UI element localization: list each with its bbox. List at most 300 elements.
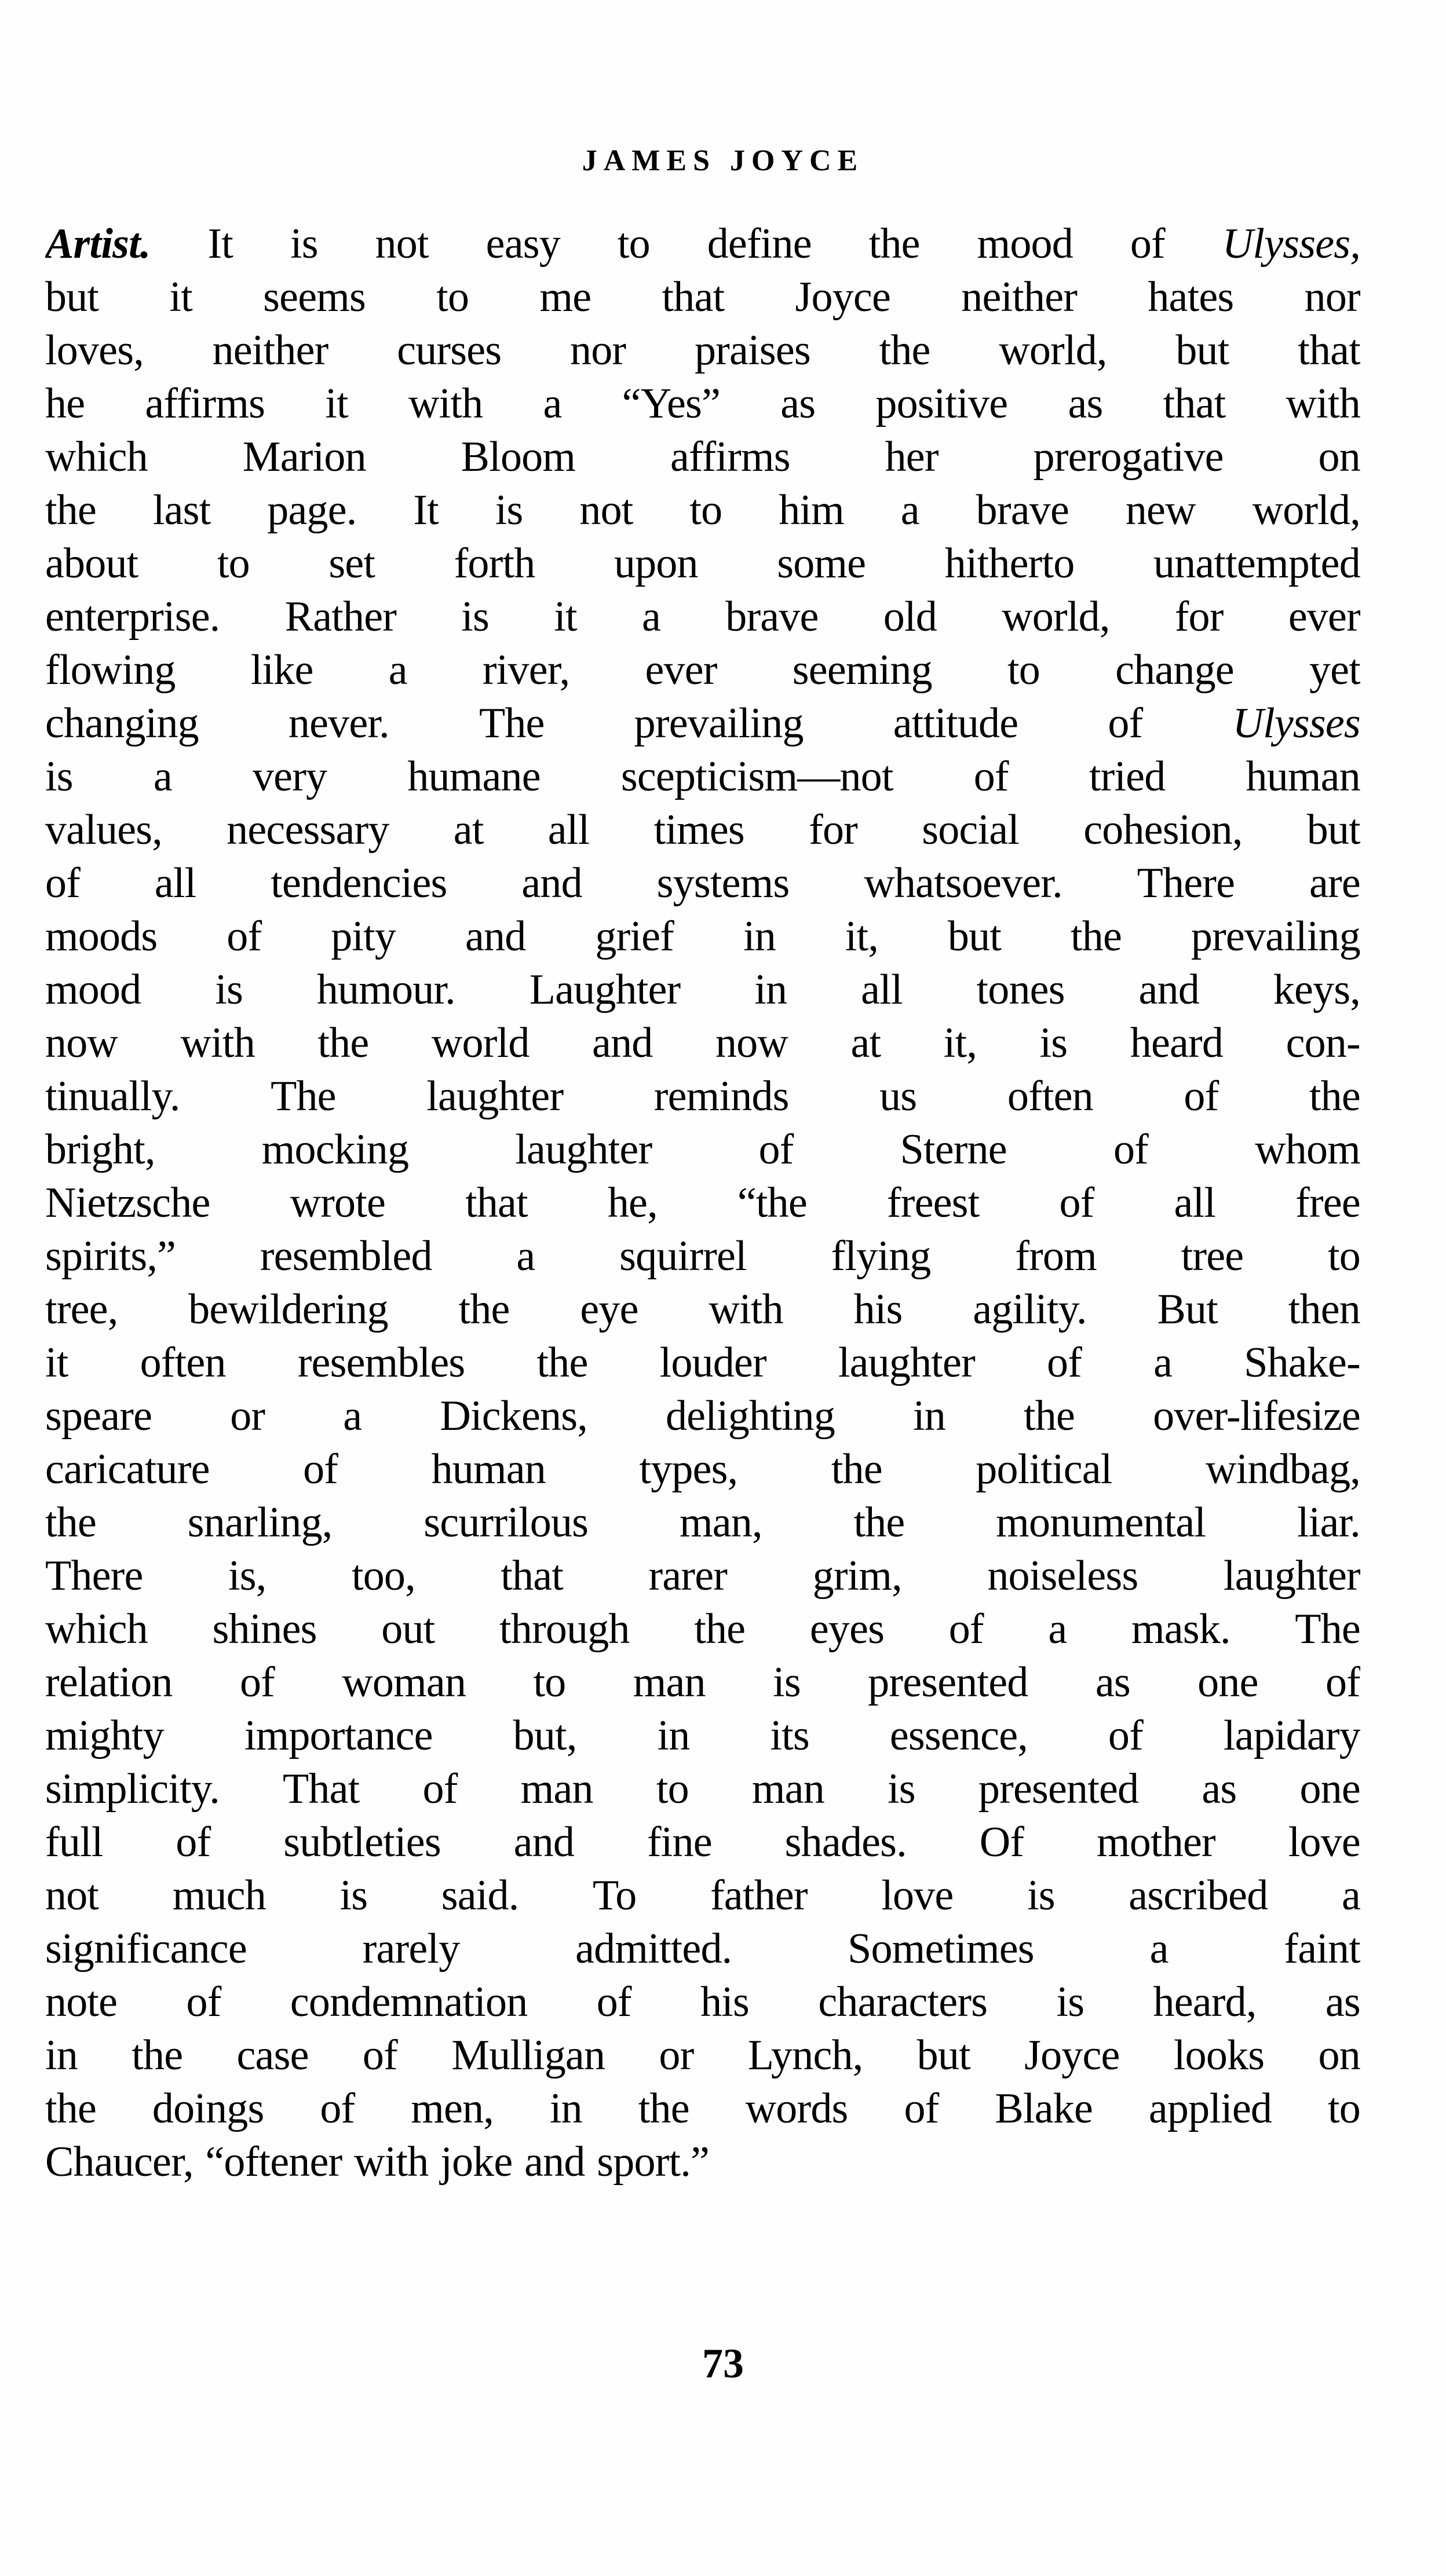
word: humour. (316, 966, 455, 1013)
word: to (1328, 2085, 1360, 2132)
word: liar. (1297, 1499, 1360, 1546)
word: reminds (653, 1073, 789, 1120)
word: attitude (893, 700, 1018, 747)
word: whatsoever. (864, 859, 1062, 907)
text-line (45, 1869, 1360, 1922)
text-line (45, 1176, 1360, 1230)
word: world (431, 1019, 530, 1067)
word: of (1108, 700, 1143, 747)
word: and (521, 859, 582, 907)
text-line (45, 1389, 1360, 1443)
word: the (45, 486, 97, 534)
word: it (325, 380, 348, 427)
running-head: JAMES JOYCE (582, 144, 864, 177)
word: eyes (809, 1605, 885, 1653)
word: its (770, 1712, 809, 1759)
text-line (45, 1336, 1360, 1389)
page-number: 73 (702, 2340, 744, 2387)
word: sport.” (597, 2138, 710, 2186)
text-line (45, 1656, 1360, 1709)
word: spirits,” (45, 1232, 176, 1280)
word: words (745, 2085, 848, 2132)
text-line (45, 1762, 1360, 1816)
word: political (976, 1446, 1112, 1493)
word: tree (1181, 1232, 1244, 1280)
body-paragraph (45, 217, 1360, 2189)
word: with (180, 1019, 255, 1067)
word: enterprise. (45, 593, 220, 641)
word: out (381, 1605, 435, 1653)
text-line (45, 590, 1360, 643)
word: as (1202, 1765, 1237, 1813)
word: often (1007, 1073, 1093, 1120)
word: man (751, 1765, 824, 1813)
word: Rather (284, 593, 397, 641)
word: affirms (145, 380, 265, 427)
word: joke (440, 2138, 513, 2186)
word: but (45, 273, 99, 321)
word: Ulysses (1232, 700, 1360, 747)
word: That (283, 1765, 360, 1813)
word: in (913, 1392, 946, 1440)
word: but (916, 2032, 970, 2079)
word: characters (818, 1978, 988, 2026)
word: of (758, 1126, 794, 1173)
word: Joyce (795, 273, 891, 321)
word: Sometimes (848, 1925, 1034, 1973)
word: the (1070, 913, 1122, 960)
word: freest (886, 1179, 980, 1227)
word: admitted. (575, 1925, 732, 1973)
word: that (1298, 327, 1360, 374)
word: rarer (648, 1552, 728, 1600)
word: man (520, 1765, 593, 1813)
word: new (1125, 486, 1196, 534)
word: with (1286, 380, 1360, 427)
word: seeming (792, 646, 932, 694)
word: to (436, 273, 469, 321)
word: and (524, 2138, 585, 2186)
word: me (539, 273, 591, 321)
word: of (227, 913, 262, 960)
word: is (461, 593, 490, 641)
word: a (1048, 1605, 1067, 1653)
word: tinually. (45, 1073, 180, 1120)
word: rarely (362, 1925, 460, 1973)
word: human (1246, 753, 1360, 800)
word: the (458, 1286, 510, 1333)
word: flowing (45, 646, 176, 694)
word: tendencies (271, 859, 447, 907)
word: the (1024, 1392, 1075, 1440)
word: is (888, 1765, 915, 1813)
word: To (592, 1872, 637, 1919)
word: to (533, 1659, 566, 1706)
word: unattempted (1153, 540, 1360, 587)
word: The (479, 700, 545, 747)
word: to (617, 220, 650, 268)
word: noiseless (987, 1552, 1138, 1600)
text-line (45, 1230, 1360, 1283)
word: hitherto (944, 540, 1075, 587)
word: as (1325, 1978, 1360, 2026)
word: delighting (665, 1392, 835, 1440)
word: of (362, 2032, 397, 2079)
word: Nietzsche (45, 1179, 210, 1227)
word: like (250, 646, 313, 694)
text-line (45, 1709, 1360, 1762)
word: the (317, 1019, 369, 1067)
word: the (132, 2032, 183, 2079)
word: brave (976, 486, 1069, 534)
word: father (710, 1872, 808, 1919)
word: man (633, 1659, 706, 1706)
word: or (659, 2032, 694, 2079)
word: laughter (838, 1339, 975, 1386)
text-line (45, 1975, 1360, 2029)
word: case (236, 2032, 309, 2079)
word: often (140, 1339, 226, 1386)
word: squirrel (619, 1232, 747, 1280)
word: looks (1173, 2032, 1265, 2079)
word: heard (1130, 1019, 1224, 1067)
text-line (45, 1922, 1360, 1975)
word: neither (212, 327, 328, 374)
word: values, (45, 806, 162, 854)
word: praises (694, 327, 810, 374)
word: prevailing (634, 700, 804, 747)
word: mother (1097, 1818, 1215, 1866)
word: but (1306, 806, 1360, 854)
text-line (45, 857, 1360, 910)
word: to (1007, 646, 1040, 694)
word: or (230, 1392, 265, 1440)
word: said. (441, 1872, 519, 1919)
word: prevailing (1191, 913, 1360, 960)
word: tree, (45, 1286, 118, 1333)
word: last (152, 486, 211, 534)
word: very (252, 753, 327, 800)
word: it, (845, 913, 879, 960)
word: in (549, 2085, 582, 2132)
word: systems (656, 859, 790, 907)
word: one (1299, 1765, 1360, 1813)
word: to (217, 540, 250, 587)
word: is, (228, 1552, 266, 1600)
word: Lynch, (747, 2032, 863, 2079)
word: Sterne (900, 1126, 1007, 1173)
word: through (499, 1605, 630, 1653)
word: some (777, 540, 866, 587)
word: Artist. (45, 220, 151, 268)
word: not (375, 220, 429, 268)
word: the (853, 1499, 905, 1546)
word: of (1047, 1339, 1082, 1386)
word: of (239, 1659, 275, 1706)
word: a (516, 1232, 535, 1280)
word: affirms (670, 433, 790, 481)
word: woman (342, 1659, 466, 1706)
word: then (1288, 1286, 1360, 1333)
word: the (1309, 1073, 1360, 1120)
word: of (1325, 1659, 1360, 1706)
word: ever (645, 646, 717, 694)
word: world, (1252, 486, 1360, 534)
word: shines (212, 1605, 317, 1653)
text-line (45, 324, 1360, 377)
word: a (1341, 1872, 1360, 1919)
word: for (1174, 593, 1224, 641)
text-line (45, 2135, 1360, 2189)
word: but (947, 913, 1002, 960)
word: us (879, 1073, 917, 1120)
word: the (45, 2085, 97, 2132)
text-line (45, 1070, 1360, 1123)
word: him (779, 486, 844, 534)
word: flying (831, 1232, 931, 1280)
word: doings (152, 2085, 264, 2132)
text-line (45, 1283, 1360, 1336)
word: free (1295, 1179, 1360, 1227)
word: love (881, 1872, 954, 1919)
word: agility. (973, 1286, 1087, 1333)
word: of (303, 1446, 338, 1493)
word: which (45, 1605, 148, 1653)
word: is (1027, 1872, 1055, 1919)
word: Bloom (461, 433, 576, 481)
word: of (176, 1818, 211, 1866)
word: It (413, 486, 439, 534)
text-line (45, 377, 1360, 430)
word: scurrilous (423, 1499, 589, 1546)
word: a (543, 380, 562, 427)
word: is (1056, 1978, 1084, 2026)
word: mocking (261, 1126, 409, 1173)
word: grief (595, 913, 674, 960)
word: now (45, 1019, 118, 1067)
word: he (45, 380, 85, 427)
word: is (773, 1659, 801, 1706)
word: nor (1304, 273, 1360, 321)
word: of (904, 2085, 939, 2132)
word: of (948, 1605, 984, 1653)
word: as (1068, 380, 1103, 427)
word: presented (868, 1659, 1028, 1706)
word: and (513, 1818, 575, 1866)
text-line (45, 430, 1360, 484)
word: and (1138, 966, 1199, 1013)
word: of (422, 1765, 458, 1813)
word: lapidary (1223, 1712, 1360, 1759)
word: of (1108, 1712, 1143, 1759)
word: speare (45, 1392, 152, 1440)
word: with (354, 2138, 429, 2186)
word: not (579, 486, 633, 534)
text-line (45, 1602, 1360, 1656)
word: scepticism—not (620, 753, 893, 800)
word: the (536, 1339, 588, 1386)
word: of (186, 1978, 221, 2026)
word: brave (725, 593, 819, 641)
word: is (215, 966, 243, 1013)
word: cohesion, (1083, 806, 1243, 854)
word: it (45, 1339, 68, 1386)
text-line (45, 1549, 1360, 1602)
word: is (1039, 1019, 1068, 1067)
word: with (408, 380, 483, 427)
word: world, (1002, 593, 1110, 641)
word: he, (607, 1179, 658, 1227)
word: his (853, 1286, 903, 1333)
word: as (780, 380, 816, 427)
word: simplicity. (45, 1765, 220, 1813)
word: with (709, 1286, 783, 1333)
word: changing (45, 700, 199, 747)
text-line (45, 750, 1360, 803)
word: full (45, 1818, 103, 1866)
word: But (1157, 1286, 1218, 1333)
word: curses (397, 327, 502, 374)
word: importance (244, 1712, 433, 1759)
word: bewildering (188, 1286, 388, 1333)
word: It (207, 220, 233, 268)
word: all (1174, 1179, 1216, 1227)
word: neither (961, 273, 1078, 321)
word: all (547, 806, 590, 854)
word: types, (639, 1446, 738, 1493)
word: old (883, 593, 937, 641)
word: Blake (995, 2085, 1093, 2132)
word: mask. (1131, 1605, 1230, 1653)
word: which (45, 433, 148, 481)
word: mighty (45, 1712, 164, 1759)
word: resembled (260, 1232, 432, 1280)
word: at (453, 806, 484, 854)
text-line (45, 803, 1360, 857)
word: over-lifesize (1153, 1392, 1360, 1440)
word: significance (45, 1925, 247, 1973)
word: in (743, 913, 776, 960)
word: all (861, 966, 903, 1013)
word: river, (482, 646, 570, 694)
word: wrote (290, 1179, 386, 1227)
text-line (45, 963, 1360, 1016)
word: faint (1284, 1925, 1360, 1973)
word: pity (331, 913, 396, 960)
text-line (45, 1123, 1360, 1176)
word: essence, (889, 1712, 1028, 1759)
word: the (638, 2085, 689, 2132)
word: now (715, 1019, 788, 1067)
word: easy (485, 220, 560, 268)
word: of (320, 2085, 355, 2132)
word: a (153, 753, 172, 800)
word: a (900, 486, 919, 534)
word: monumental (996, 1499, 1206, 1546)
word: The (1295, 1605, 1360, 1653)
text-line (45, 1816, 1360, 1869)
word: louder (659, 1339, 766, 1386)
word: social (922, 806, 1020, 854)
word: of (1059, 1179, 1094, 1227)
word: it (169, 273, 192, 321)
word: of (596, 1978, 631, 2026)
word: of (973, 753, 1009, 800)
word: bright, (45, 1126, 155, 1173)
word: ascribed (1129, 1872, 1268, 1919)
word: Ulysses, (1222, 220, 1360, 268)
word: laughter (426, 1073, 564, 1120)
word: for (809, 806, 857, 854)
word: grim, (812, 1552, 902, 1600)
word: ever (1288, 593, 1360, 641)
word: to (1328, 1232, 1360, 1280)
word: times (653, 806, 744, 854)
word: too, (351, 1552, 415, 1600)
word: hates (1148, 273, 1234, 321)
text-line (45, 217, 1360, 270)
word: of (1130, 220, 1165, 268)
word: the (45, 1499, 97, 1546)
word: “the (737, 1179, 807, 1227)
word: in (754, 966, 787, 1013)
word: and (592, 1019, 653, 1067)
word: her (885, 433, 939, 481)
word: set (328, 540, 375, 587)
word: mood (45, 966, 141, 1013)
word: forth (454, 540, 535, 587)
word: to (656, 1765, 689, 1813)
word: define (707, 220, 812, 268)
word: that (465, 1179, 528, 1227)
word: page. (267, 486, 357, 534)
word: the (879, 327, 930, 374)
word: the (831, 1446, 882, 1493)
word: laughter (515, 1126, 652, 1173)
word: Chaucer, (45, 2138, 193, 2186)
text-line (45, 1016, 1360, 1070)
word: applied (1148, 2085, 1272, 2132)
word: snarling, (187, 1499, 333, 1546)
word: nor (570, 327, 626, 374)
word: Mulligan (451, 2032, 605, 2079)
text-line (45, 2082, 1360, 2135)
word: mood (977, 220, 1073, 268)
word: windbag, (1206, 1446, 1360, 1493)
word: Marion (242, 433, 366, 481)
word: at (850, 1019, 881, 1067)
word: con- (1286, 1019, 1360, 1067)
word: on (1318, 433, 1360, 481)
word: a (388, 646, 407, 694)
word: Laughter (529, 966, 681, 1013)
word: shades. (784, 1818, 907, 1866)
word: There (1137, 859, 1235, 907)
word: that (662, 273, 725, 321)
word: a (1149, 1925, 1169, 1973)
word: a (642, 593, 661, 641)
word: from (1015, 1232, 1097, 1280)
text-line (45, 643, 1360, 697)
word: fine (647, 1818, 712, 1866)
text-line (45, 910, 1360, 963)
word: Dickens, (440, 1392, 587, 1440)
word: a (1153, 1339, 1173, 1386)
text-line (45, 1443, 1360, 1496)
word: resembles (297, 1339, 465, 1386)
word: laughter (1223, 1552, 1360, 1600)
word: “oftener (205, 2138, 342, 2186)
